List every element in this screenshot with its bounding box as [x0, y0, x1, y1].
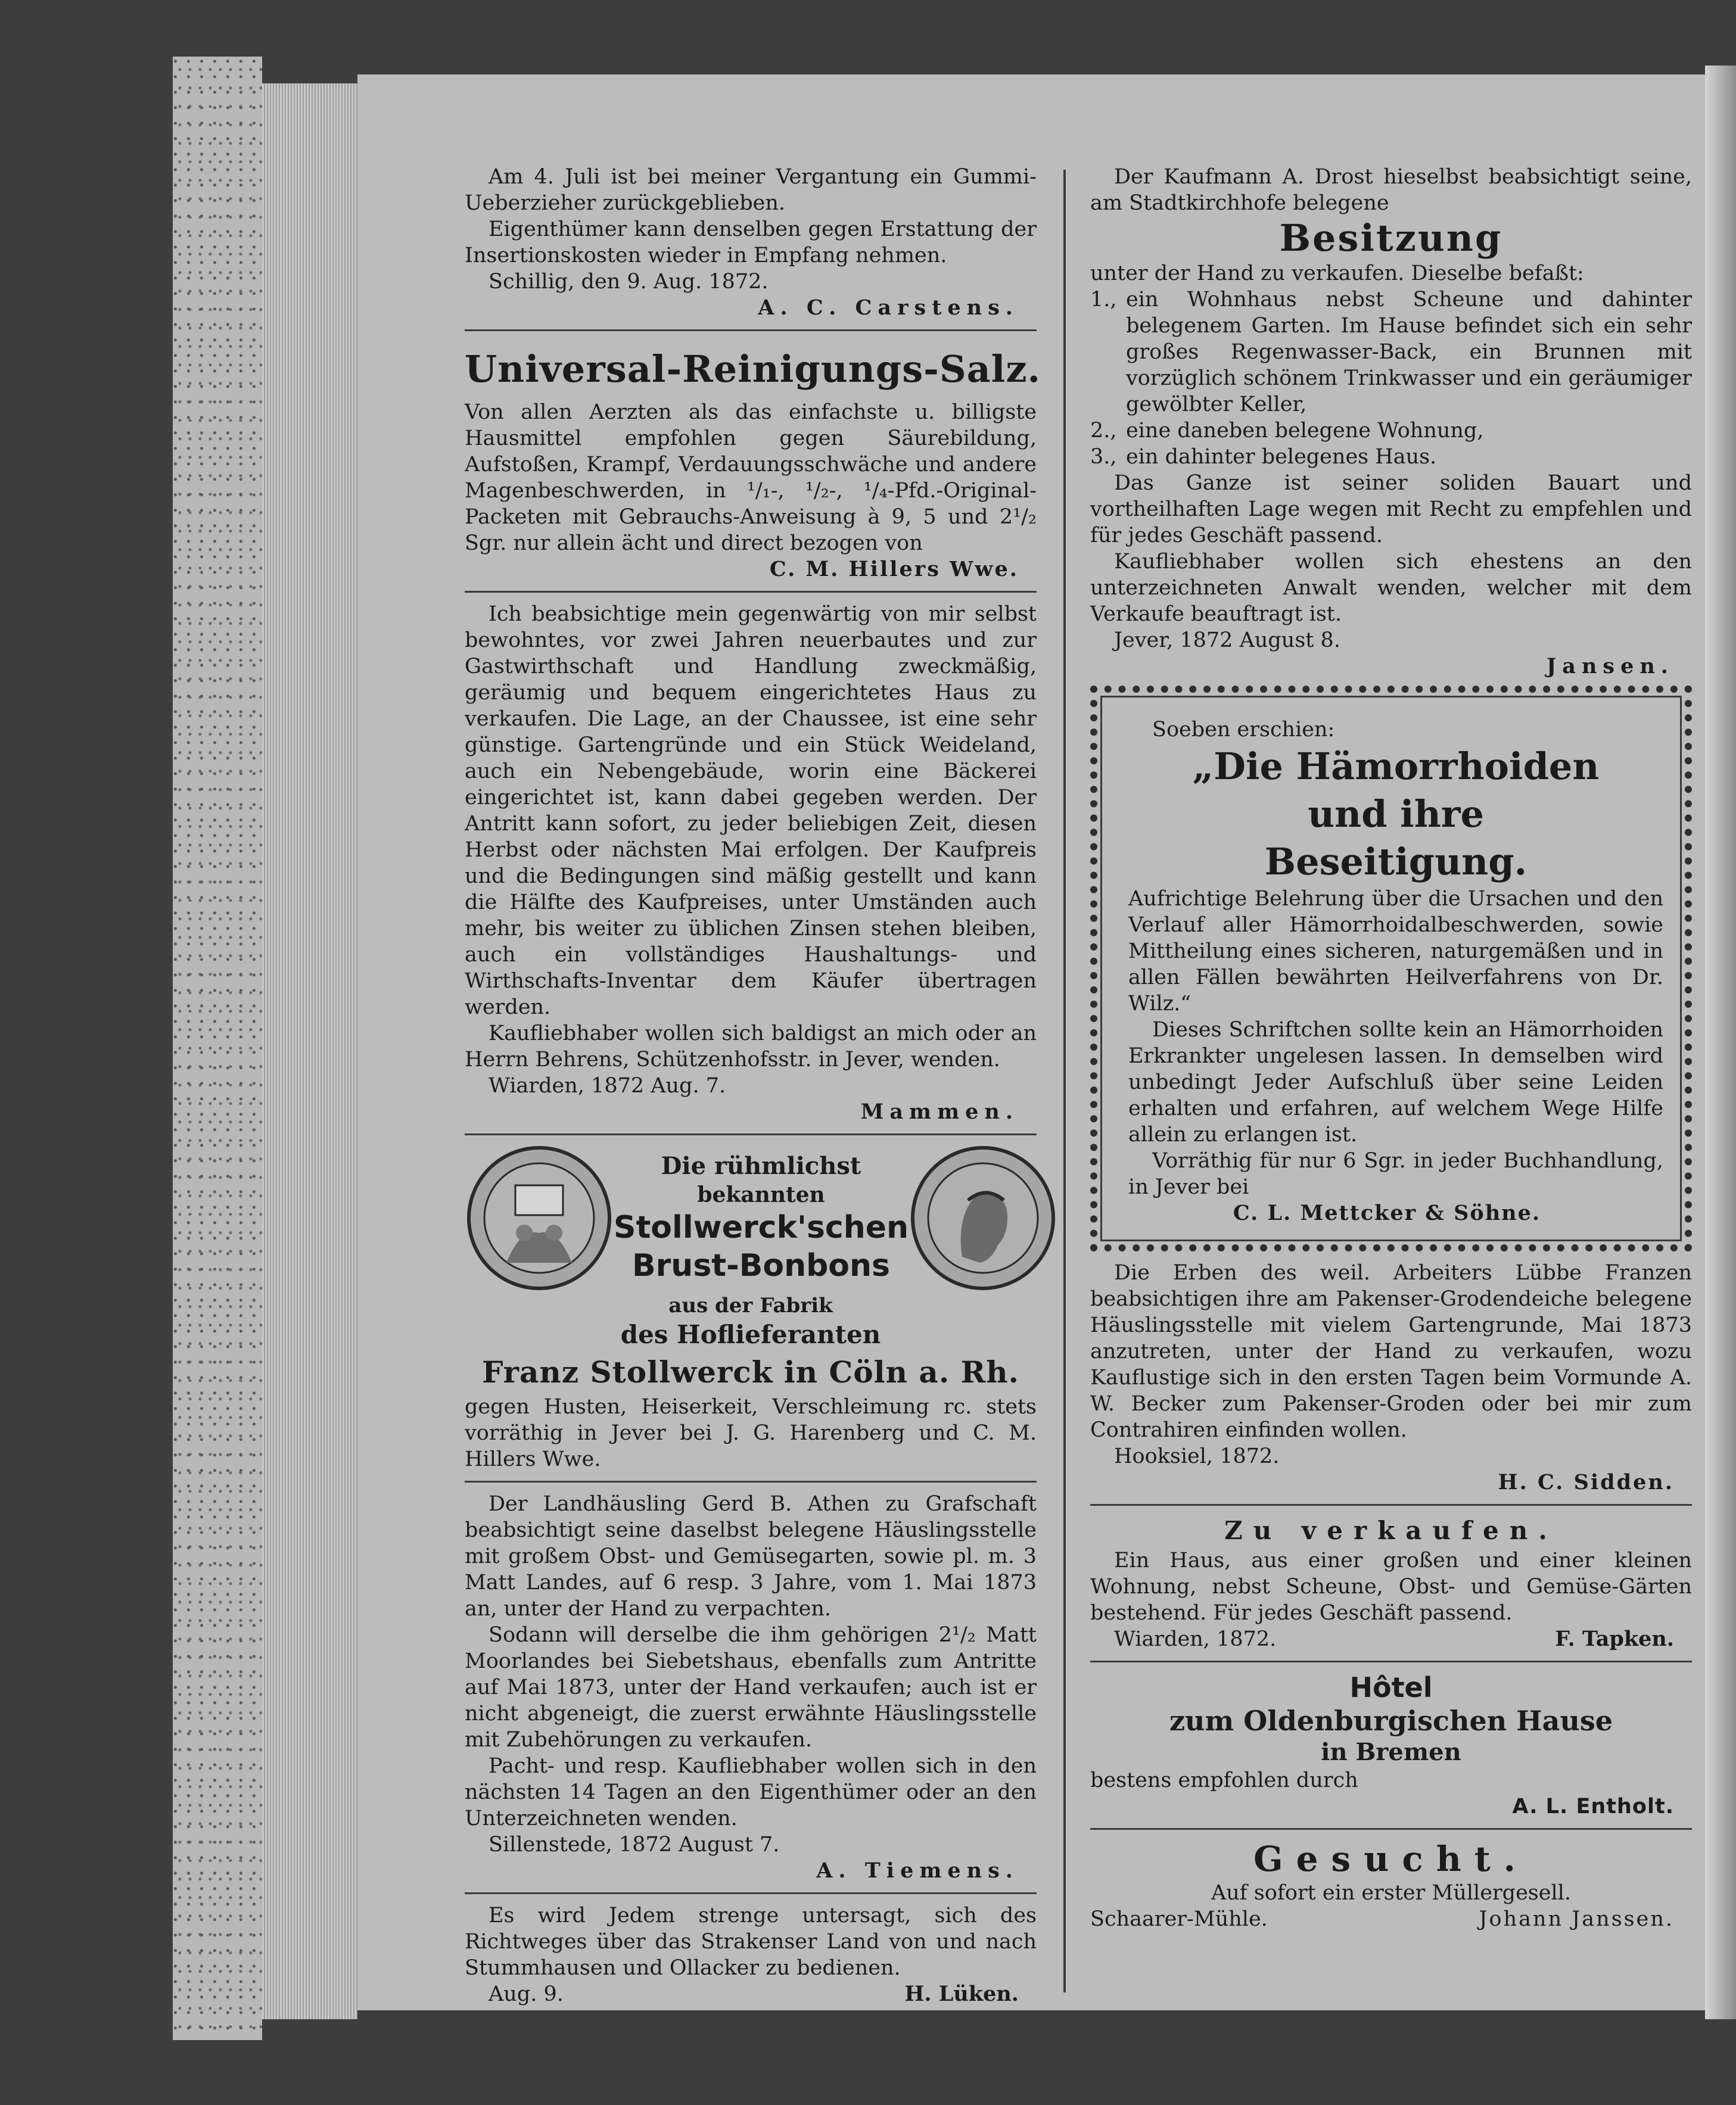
ad-title: Franz Stollwerck in Cöln a. Rh. [482, 1354, 1019, 1390]
ad-text: Dieses Schriftchen sollte kein an Hämorrhoiden Erkrankter ungelesen lassen. In demselben wird unbedingt Jeder Aufschluß über seine Leiden erhalten und erfahren, auf welchem Wege Hilfe allein zu erlangen ist. [1128, 1018, 1663, 1147]
ad-text: gegen Husten, Heiserkeit, Verschleimung rc. stets vorräthig in Jever bei J. G. Harenberg und C. M. Hillers Wwe. [465, 1395, 1037, 1471]
ad-title: Besitzung [1279, 216, 1503, 260]
ad-divider [465, 591, 1037, 593]
list-item-number: 1., [1090, 288, 1117, 312]
ad-footer [1090, 1626, 1692, 1652]
property-list [1090, 287, 1692, 470]
ad-haeuslingsstelle-grafschaft [465, 1491, 1037, 1884]
ad-signature: A. Tiemens. [816, 1858, 1019, 1883]
column-rule [1063, 170, 1066, 1992]
ad-signature: Mammen. [860, 1100, 1019, 1124]
ad-divider [465, 1134, 1037, 1135]
ad-footer [1090, 1906, 1692, 1932]
list-item-text: ein Wohnhaus nebst Scheune und dahinter belegenem Garten. Im Hause befindet sich ein sehr großes Regenwasser-Back, ein Brunnen mit vorzüglich schönem Trinkwasser und ein geräumiger gewölbter Keller, [1126, 288, 1692, 416]
list-item-number: 3., [1090, 445, 1117, 469]
ad-divider [1090, 1661, 1692, 1662]
napoleon-medal-icon [909, 1144, 1057, 1293]
ad-place-date: Wiarden, 1872 Aug. 7. [489, 1074, 726, 1098]
ad-signature: C. M. Hillers Wwe. [769, 557, 1019, 581]
ad-divider [465, 1892, 1037, 1894]
ad-title: Hôtel [1349, 1671, 1433, 1704]
ad-text: Am 4. Juli ist bei meiner Vergantung ein Gummi-Ueberzieher zurückgeblieben. [465, 165, 1037, 215]
ad-place-date: Sillenstede, 1872 August 7. [489, 1833, 780, 1857]
ad-text: Pacht- und resp. Kaufliebhaber wollen sich in den nächsten 14 Tagen an den Eigenthümer oder an den Unterzeichneten wenden. [465, 1754, 1037, 1830]
ad-signature: Jansen. [1546, 654, 1674, 678]
ad-heading-line: in Bremen [1321, 1738, 1461, 1766]
ad-signature: H. C. Sidden. [1498, 1470, 1674, 1494]
ad-signature: H. Lüken. [904, 1982, 1019, 2006]
ad-path-warning [465, 1902, 1037, 2007]
ad-heading-line: Die rühmlichst [661, 1152, 861, 1180]
left-column [465, 164, 1041, 2007]
ad-text: Es wird Jedem strenge untersagt, sich des Richtweges über das Strakenser Land von und nach Stummhausen und Ollacker zu bedienen. [465, 1904, 1037, 1980]
ad-title: zum Oldenburgischen Hause [1169, 1705, 1613, 1737]
ad-heading-line: bekannten [697, 1182, 825, 1207]
list-item-text: ein dahinter belegenes Haus. [1126, 445, 1437, 469]
stollwerck-header [465, 1144, 1037, 1293]
ad-text: Eigenthümer kann denselben gegen Erstattung der Insertionskosten wieder in Empfang nehmen. [465, 217, 1037, 267]
ad-title: Gesucht. [1253, 1839, 1529, 1879]
list-item-text: eine daneben belegene Wohnung, [1126, 419, 1484, 443]
ad-besitzung-drost [1090, 164, 1692, 680]
ad-place-date: Aug. 9. [489, 1982, 564, 2006]
page-edges [262, 83, 357, 2019]
ad-heading-line: des Hoflieferanten [620, 1320, 881, 1349]
ad-text: Sodann will derselbe die ihm gehörigen 2¹/₂ Matt Moorlandes bei Siebetshaus, ebenfalls zum Antritte auf Mai 1873, unter der Hand verkaufen; auch ist er nicht abgeneigt, die zuerst erwähnte Häuslingsstelle mit Zubehörungen zu verkaufen. [465, 1623, 1037, 1752]
ad-text: unter der Hand zu verkaufen. Dieselbe befaßt: [1090, 261, 1584, 285]
ad-heading-line: aus der Fabrik [668, 1294, 833, 1318]
ad-haemorrhoiden-box [1090, 686, 1692, 1251]
ad-heading-line: Stollwerck'schen [614, 1210, 909, 1245]
ad-signature: A. C. Carstens. [758, 295, 1019, 320]
ad-divider [1090, 1504, 1692, 1506]
right-column [1090, 164, 1692, 1932]
ad-place-date: Schaarer-Mühle. [1090, 1907, 1268, 1931]
facing-page-edge [1705, 66, 1736, 2019]
ad-text: Ein Haus, aus einer großen und einer kleinen Wohnung, nebst Scheune, Obst- und Gemüse-Gärten bestehend. Für jedes Geschäft passend. [1090, 1549, 1692, 1625]
ad-divider [465, 1481, 1037, 1483]
newspaper-page [357, 74, 1705, 2010]
ad-house-sale-wiarden [465, 601, 1037, 1125]
ad-text: Von allen Aerzten als das einfachste u. billigste Hausmittel empfohlen gegen Säurebildung, Aufstoßen, Krampf, Verdauungsschwäche und andere Magenbeschwerden, in ¹/₁-, ¹/₂-, ¹/₄-Pfd.-Original-Packeten mit Gebrauchs-Anweisung à 9, 5 und 2¹/₂ Sgr. nur allein ächt und direct bezogen von [465, 400, 1037, 555]
ad-place-date: Wiarden, 1872. [1114, 1627, 1277, 1651]
ad-text: Der Kaufmann A. Drost hieselbst beabsichtigt seine, am Stadtkirchhofe belegene [1090, 165, 1692, 215]
ad-zu-verkaufen [1090, 1514, 1692, 1652]
ad-signature: A. L. Entholt. [1512, 1795, 1674, 1818]
ad-signature: C. L. Mettcker & Söhne. [1233, 1201, 1541, 1225]
ad-heading-line: Brust-Bonbons [632, 1248, 891, 1284]
ad-erben-franzen [1090, 1260, 1692, 1496]
list-item [1090, 418, 1692, 444]
ad-divider [1090, 1828, 1692, 1830]
ad-stollwerck [465, 1144, 1037, 1472]
list-item-number: 2., [1090, 419, 1117, 443]
ad-title: „Die Hämorrhoiden [1192, 745, 1600, 788]
ad-text: Das Ganze ist seiner soliden Bauart und vortheilhaften Lage wegen mit Recht zu empfehlen und für jedes Geschäft passend. [1090, 471, 1692, 547]
ad-signature: Johann Janssen. [1479, 1907, 1674, 1931]
ad-lost-overcoat [465, 164, 1037, 321]
ad-place-date: Jever, 1872 August 8. [1114, 628, 1340, 652]
ad-text: Kaufliebhaber wollen sich baldigst an mich oder an Herrn Behrens, Schützenhofsstr. in Jever, wenden. [465, 1022, 1037, 1072]
ad-text: bestens empfohlen durch [1090, 1768, 1358, 1792]
list-item [1090, 444, 1692, 470]
ad-place-date: Schillig, den 9. Aug. 1872. [489, 270, 769, 294]
ad-footer [465, 1981, 1037, 2007]
ad-text: Ich beabsichtige mein gegenwärtig von mir selbst bewohntes, vor zwei Jahren neuerbautes und zur Gastwirthschaft und Handlung zweckmäßig, geräumig und bequem eingerichtetes Haus zu verkaufen. Die Lage, an der Chaussee, ist eine sehr günstige. Gartengründe und ein Stück Weideland, auch ein Nebengebäude, worin eine Bäckerei eingerichtet ist, kann dabei gegeben werden. Der Antritt kann sofort, zu jeder beliebigen Zeit, diesen Herbst oder nächsten Mai erfolgen. Der Kaufpreis und die Bedingungen sind mäßig gestellt und kann die Hälfte des Kaufpreises, unter Umständen auch mehr, bis weiter zu üblichen Zinsen stehen bleiben, auch ein vollständiges Haushaltungs- und Wirthschafts-Inventar dem Käufer übertragen werden. [465, 602, 1037, 1019]
exhibition-medal-icon [465, 1144, 614, 1293]
ad-title: und ihre [1308, 792, 1484, 836]
ad-place-date: Hooksiel, 1872. [1114, 1444, 1280, 1468]
ad-signature: F. Tapken. [1555, 1627, 1674, 1651]
ad-text: Soeben erschien: [1152, 718, 1335, 742]
ad-gesucht [1090, 1838, 1692, 1932]
book-spine [173, 57, 262, 2040]
ad-text: Auf sofort ein erster Müllergesell. [1211, 1881, 1571, 1905]
ad-divider [465, 329, 1037, 331]
ad-text: Die Erben des weil. Arbeiters Lübbe Franzen beabsichtigen ihre am Pakenser-Grodendeiche belegene Häuslingsstelle mit vielem Gartengrunde, Mai 1873 anzutreten, unter der Hand zu verkaufen, wozu Kauflustige sich in den ersten Tagen beim Vormunde A. W. Becker zum Pakenser-Groden oder bei mir zum Contrahiren einfinden wollen. [1090, 1261, 1692, 1442]
ad-reinigungs-salz [465, 340, 1041, 583]
ad-text: Der Landhäusling Gerd B. Athen zu Grafschaft beabsichtigt seine daselbst belegene Häuslingsstelle mit großem Obst- und Gemüsegarten, sowie pl. m. 3 Matt Landes, auf 6 resp. 3 Jahre, vom 1. Mai 1873 an, unter der Hand zu verpachten. [465, 1492, 1037, 1621]
ad-text: Vorräthig für nur 6 Sgr. in jeder Buchhandlung, in Jever bei [1128, 1149, 1663, 1199]
list-item [1090, 287, 1692, 418]
ad-title: Universal-Reinigungs-Salz. [465, 347, 1041, 391]
ad-text: Aufrichtige Belehrung über die Ursachen und den Verlauf aller Hämorrhoidalbeschwerden, sowie Mittheilung eines sicheren, naturgemäßen und in allen Fällen bewährten Heilverfahrens von Dr. Wilz.“ [1128, 887, 1663, 1016]
ad-hotel-bremen [1090, 1671, 1692, 1820]
ad-text: Kaufliebhaber wollen sich ehestens an den unterzeichneten Anwalt wenden, welcher mit dem Verkaufe beauftragt ist. [1090, 550, 1692, 626]
ad-title: Zu verkaufen. [1224, 1516, 1558, 1545]
stollwerck-heading [614, 1151, 909, 1285]
ad-title: Beseitigung. [1264, 840, 1527, 883]
